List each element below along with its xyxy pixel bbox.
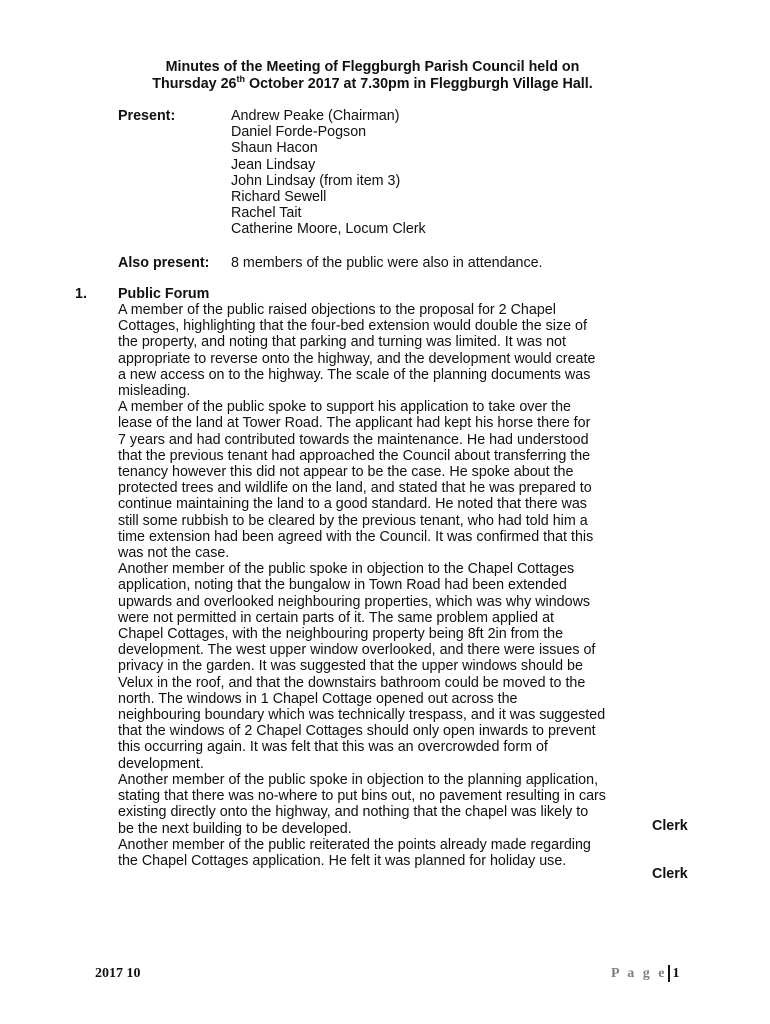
item-heading: Public Forum (118, 286, 210, 302)
body-line: appropriate to reverse onto the highway, and the development would create (118, 350, 596, 367)
body-line: this occurring again. It was felt that this was an overcrowded form of (118, 739, 548, 756)
body-line: be the next building to be developed. (118, 820, 352, 837)
action-owner: Clerk (652, 866, 688, 882)
body-line: privacy in the garden. It was suggested that the upper windows should be (118, 658, 583, 675)
body-line: continue maintaining the land to a good standard. He noted that there was (118, 496, 587, 513)
present-member: Andrew Peake (Chairman) (231, 108, 400, 124)
title-date-suffix: th (236, 74, 245, 85)
present-member: Richard Sewell (231, 189, 327, 206)
body-line: that the previous tenant had approached the Council about transferring the (118, 447, 591, 464)
title-line-2 (100, 76, 645, 93)
body-line: upwards and overlooked neighbouring properties, which was why windows (118, 593, 591, 610)
body-line: that the windows of 2 Chapel Cottages should only open inwards to prevent (118, 723, 596, 740)
also-present-text: 8 members of the public were also in attendance. (231, 255, 543, 271)
item-number: 1. (75, 286, 87, 302)
body-line: the Chapel Cottages application. He felt it was planned for holiday use. (118, 852, 567, 869)
body-line: development. (118, 755, 204, 772)
page-label: P a g e (611, 965, 667, 981)
body-line: Velux in the roof, and that the downstairs bathroom could be moved to the (118, 674, 586, 691)
body-line: Another member of the public reiterated the points already made regarding (118, 836, 591, 853)
body-line: Chapel Cottages, with the neighbouring property being 8ft 2in from the (118, 626, 564, 643)
present-member: Catherine Moore, Locum Clerk (231, 221, 426, 238)
minutes-title (100, 59, 645, 93)
body-line: still some rubbish to be cleared by the previous tenant, who had told him a (118, 512, 588, 529)
body-line: time extension had been agreed with the Council. It was confirmed that this (118, 528, 594, 545)
footer-reference: 2017 10 (95, 966, 141, 981)
body-line: Another member of the public spoke in objection to the planning application, (118, 771, 599, 788)
body-line: A member of the public raised objections to the proposal for 2 Chapel (118, 302, 556, 318)
body-line: north. The windows in 1 Chapel Cottage opened out across the (118, 690, 518, 707)
body-line: were not permitted in certain parts of it. The same problem applied at (118, 609, 555, 626)
page-number-footer (611, 965, 680, 982)
present-member: Shaun Hacon (231, 140, 318, 157)
page-divider (668, 965, 670, 982)
present-label: Present: (118, 108, 176, 124)
body-line: was not the case. (118, 545, 230, 562)
title-date-prefix: Thursday 26 (152, 76, 237, 92)
body-line: application, noting that the bungalow in Town Road had been extended (118, 577, 567, 594)
item-body (118, 302, 638, 869)
body-line: Cottages, highlighting that the four-bed extension would double the size of (118, 318, 587, 335)
body-line: misleading. (118, 383, 191, 400)
present-member: John Lindsay (from item 3) (231, 172, 401, 189)
body-line: stating that there was no-where to put bins out, no pavement resulting in cars (118, 788, 606, 805)
body-line: protected trees and wildlife on the land, and stated that he was prepared to (118, 480, 592, 497)
title-date-rest: October 2017 at 7.30pm in Fleggburgh Village Hall. (245, 76, 593, 92)
body-line: lease of the land at Tower Road. The applicant had kept his horse there for (118, 415, 591, 432)
also-present-label: Also present: (118, 255, 210, 271)
body-line: A member of the public spoke to support his application to take over the (118, 399, 571, 416)
body-line: a new access on to the highway. The scale of the planning documents was (118, 366, 591, 383)
body-line: the property, and noting that parking and turning was limited. It was not (118, 334, 566, 351)
present-member: Jean Lindsay (231, 156, 316, 173)
action-owner: Clerk (652, 818, 688, 834)
body-line: development. The west upper window overlooked, and there were issues of (118, 642, 596, 659)
title-line-1: Minutes of the Meeting of Fleggburgh Parish Council held on (165, 59, 580, 75)
body-line: Another member of the public spoke in objection to the Chapel Cottages (118, 561, 575, 578)
body-line: 7 years and had contributed towards the maintenance. He had understood (118, 431, 589, 448)
body-line: tenancy however this did not appear to be the case. He spoke about the (118, 464, 574, 481)
page-number: 1 (672, 965, 680, 981)
present-member: Daniel Forde-Pogson (231, 124, 367, 141)
present-member: Rachel Tait (231, 205, 302, 222)
present-list (231, 108, 426, 238)
body-line: existing directly onto the highway, and nothing that the chapel was likely to (118, 804, 589, 821)
body-line: neighbouring boundary which was technically trespass, and it was suggested (118, 707, 606, 724)
